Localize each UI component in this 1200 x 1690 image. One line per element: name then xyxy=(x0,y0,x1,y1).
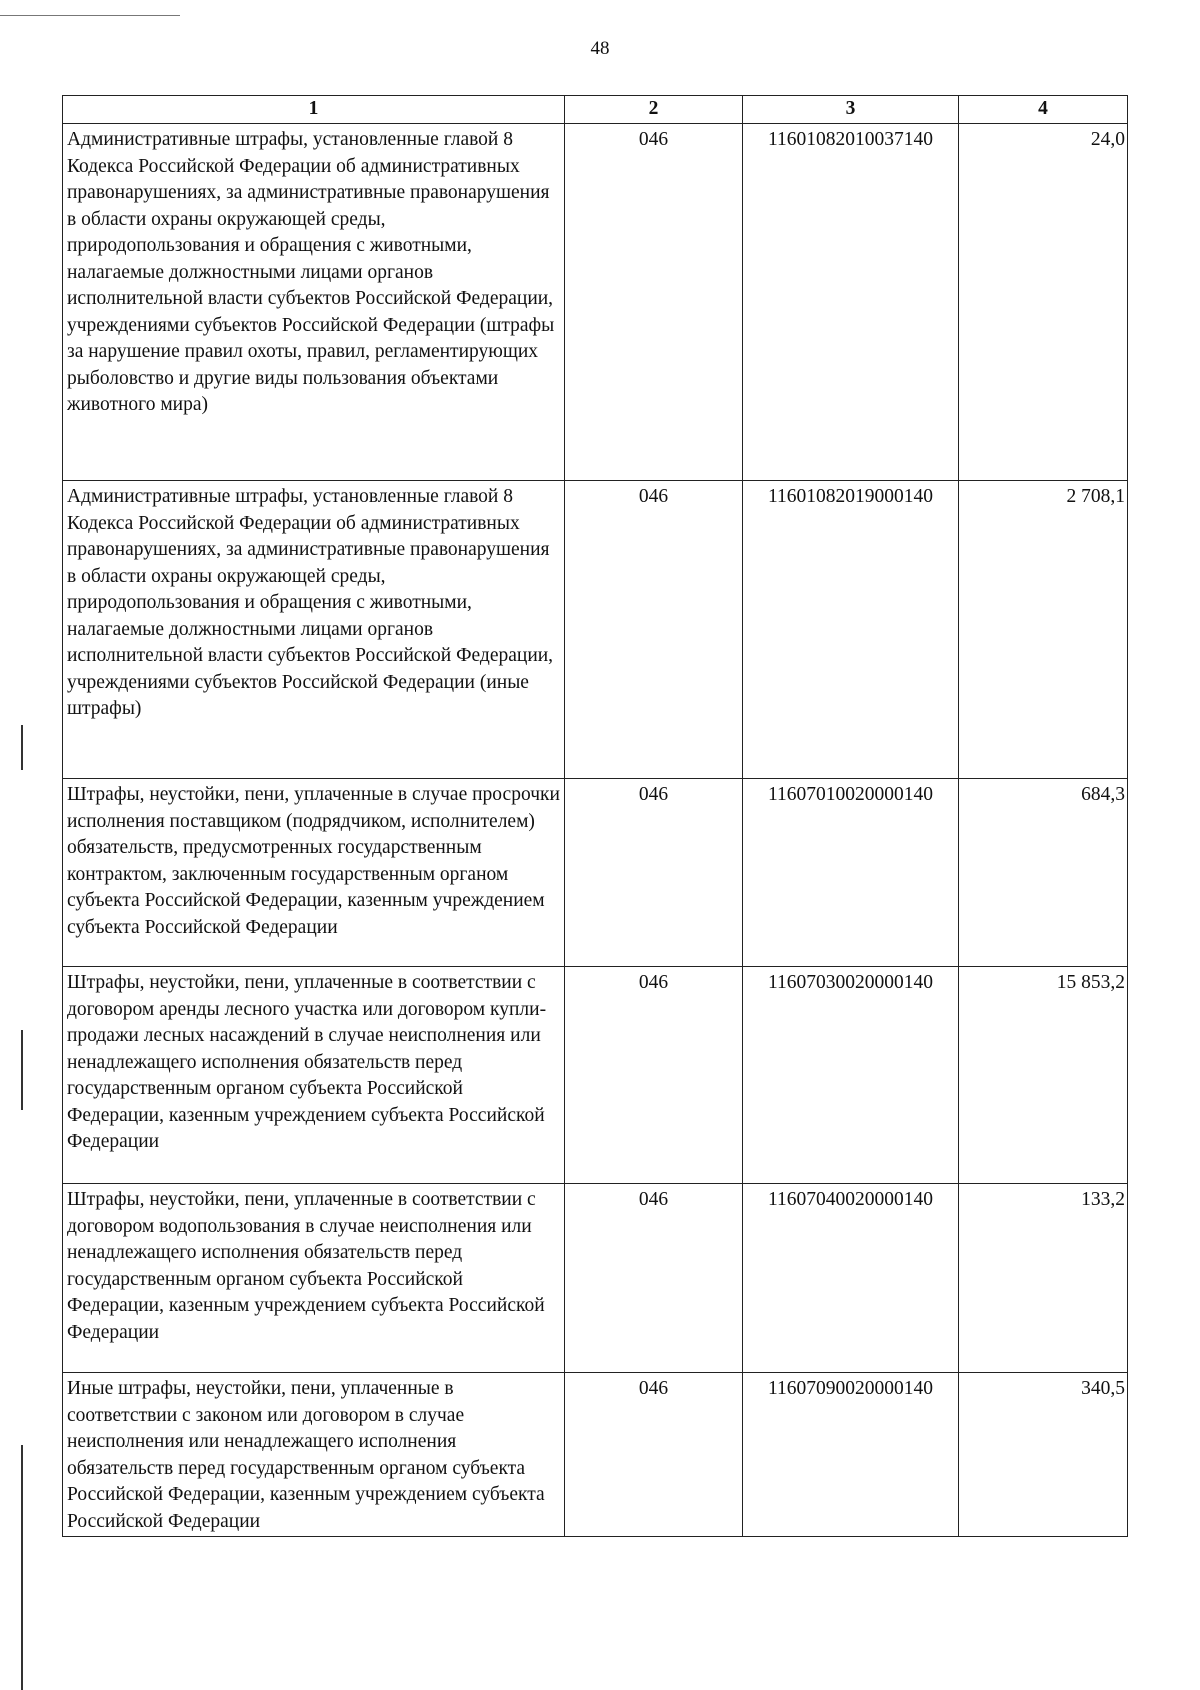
page-number: 48 xyxy=(590,38,610,59)
table-row xyxy=(63,967,1128,1184)
table-row xyxy=(63,481,1128,779)
scan-margin-mark xyxy=(21,1030,23,1110)
row-description: Административные штрафы, установленные главой 8 Кодекса Российской Федерации об административных правонарушениях, за административные правонарушения в области охраны окружающей среды, природопользования и обращения с животными, налагаемые должностными лицами органов исполнительной власти субъектов Российской Федерации, учреждениями субъектов Российской Федерации (штрафы за нарушение правил охоты, правил, регламентирующих рыболовство и другие виды пользования объектами животного мира) xyxy=(63,124,565,481)
row-admin-code: 046 xyxy=(565,124,743,481)
table-row xyxy=(63,1373,1128,1537)
row-budget-code: 11607030020000140 xyxy=(743,967,959,1184)
row-description: Штрафы, неустойки, пени, уплаченные в соответствии с договором аренды лесного участка или договором купли-продажи лесных насаждений в случае неисполнения или ненадлежащего исполнения обязательств перед государственным органом субъекта Российской Федерации, казенным учреждением субъекта Российской Федерации xyxy=(63,967,565,1184)
row-description: Административные штрафы, установленные главой 8 Кодекса Российской Федерации об административных правонарушениях, за административные правонарушения в области охраны окружающей среды, природопользования и обращения с животными, налагаемые должностными лицами органов исполнительной власти субъектов Российской Федерации, учреждениями субъектов Российской Федерации (иные штрафы) xyxy=(63,481,565,779)
row-budget-code: 11607090020000140 xyxy=(743,1373,959,1537)
table-header-row xyxy=(63,96,1128,124)
scan-margin-mark xyxy=(21,725,23,770)
row-amount: 2 708,1 xyxy=(959,481,1128,779)
row-description: Штрафы, неустойки, пени, уплаченные в случае просрочки исполнения поставщиком (подрядчиком, исполнителем) обязательств, предусмотренных государственным контрактом, заключенным государственным органом субъекта Российской Федерации, казенным учреждением субъекта Российской Федерации xyxy=(63,779,565,967)
row-budget-code: 11601082010037140 xyxy=(743,124,959,481)
row-budget-code: 11607040020000140 xyxy=(743,1184,959,1373)
row-amount: 15 853,2 xyxy=(959,967,1128,1184)
row-budget-code: 11601082019000140 xyxy=(743,481,959,779)
revenue-table xyxy=(62,95,1128,1537)
row-description: Штрафы, неустойки, пени, уплаченные в соответствии с договором водопользования в случае неисполнения или ненадлежащего исполнения обязательств перед государственным органом субъекта Российской Федерации, казенным учреждением субъекта Российской Федерации xyxy=(63,1184,565,1373)
scan-header-line xyxy=(0,15,180,16)
row-admin-code: 046 xyxy=(565,967,743,1184)
row-description: Иные штрафы, неустойки, пени, уплаченные в соответствии с законом или договором в случае неисполнения или ненадлежащего исполнения обязательств перед государственным органом субъекта Российской Федерации, казенным учреждением субъекта Российской Федерации xyxy=(63,1373,565,1537)
column-header: 1 xyxy=(63,96,565,124)
row-budget-code: 11607010020000140 xyxy=(743,779,959,967)
column-header: 4 xyxy=(959,96,1128,124)
row-admin-code: 046 xyxy=(565,481,743,779)
column-header: 2 xyxy=(565,96,743,124)
scan-margin-mark xyxy=(21,1445,23,1690)
row-amount: 684,3 xyxy=(959,779,1128,967)
table-row xyxy=(63,779,1128,967)
row-amount: 24,0 xyxy=(959,124,1128,481)
column-header: 3 xyxy=(743,96,959,124)
row-amount: 133,2 xyxy=(959,1184,1128,1373)
row-admin-code: 046 xyxy=(565,1373,743,1537)
row-amount: 340,5 xyxy=(959,1373,1128,1537)
table-row xyxy=(63,124,1128,481)
row-admin-code: 046 xyxy=(565,1184,743,1373)
row-admin-code: 046 xyxy=(565,779,743,967)
table-row xyxy=(63,1184,1128,1373)
